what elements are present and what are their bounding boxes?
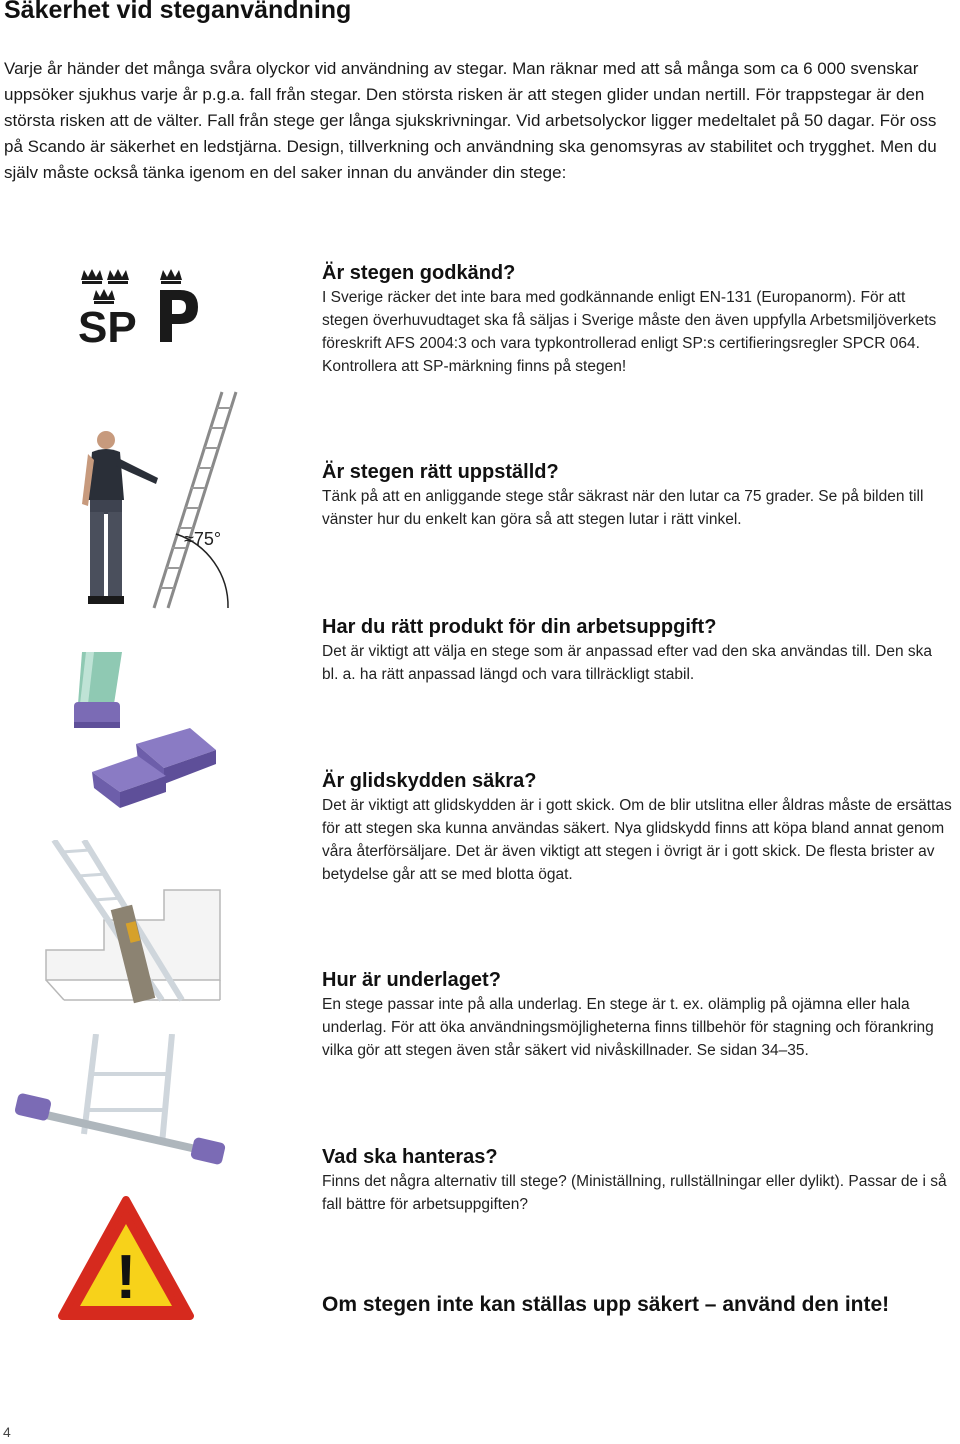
ladder-angle-illustration — [72, 388, 242, 610]
sp-logo — [72, 266, 212, 348]
section-heading: Är stegen rätt uppställd? — [322, 461, 559, 483]
section-heading: Är glidskydden säkra? — [322, 770, 537, 792]
section-approved — [322, 260, 952, 378]
section-heading: Är stegen godkänd? — [322, 262, 516, 284]
ladder-icon — [154, 392, 236, 608]
section-text: En stege passar inte på alla underlag. En stege är t. ex. olämplig på ojämna eller hala underlag. För att öka användningsmöjligheterna finns tillbehör för stagning och förankring vilka gör att stegen även står säkert vid nivåskillnader. Se sidan 34–35. — [322, 996, 934, 1059]
section-text: Finns det några alternativ till stege? (Ministällning, rullställningar eller dylikt). Passar de i så fall bättre för arbetsuppgiften? — [322, 1173, 947, 1213]
section-heading: Har du rätt produkt för din arbetsuppgift? — [322, 616, 717, 638]
section-heading: Vad ska hanteras? — [322, 1146, 498, 1168]
page-title: Säkerhet vid steganvändning — [4, 0, 352, 24]
ladder-feet-illustration — [66, 652, 226, 808]
section-text: Det är viktigt att välja en stege som är anpassad efter vad den ska användas till. Den ska bl. a. ha rätt anpassad längd och vara tillräckligt stabil. — [322, 643, 932, 683]
section-text: I Sverige räcker det inte bara med godkännande enligt EN-131 (Europanorm). För att stegen överhuvudtaget ska få säljas i Sverige måste den även uppfylla Arbetsmiljöverkets föreskrift AFS 2004:3 och vara typkontrollerad enligt SP:s certifieringsregler SPCR 064. Kontrollera att SP-märkning finns på stegen! — [322, 289, 937, 375]
section-right-product — [322, 614, 952, 686]
final-warning: Om stegen inte kan ställas upp säkert – använd den inte! — [322, 1293, 890, 1316]
crown-icon — [81, 269, 129, 304]
ladder-on-stairs-illustration — [44, 840, 226, 1006]
person-icon — [82, 431, 158, 604]
section-text: Tänk på att en anliggande stege står säkrast när den lutar ca 75 grader. Se på bilden till vänster hur du enkelt kan göra så att stegen lutar i rätt vinkel. — [322, 488, 924, 528]
section-text: Det är viktigt att glidskydden är i gott skick. Om de blir utslitna eller åldras måste de ersättas för att stegen ska kunna användas säkert. Nya glidskydd finns att köpa bland annat genom våra återförsäljare. Det är även viktigt att stegen i övrigt är i gott skick. De flesta brister av betydelse går att se med blotta ögat. — [322, 797, 952, 883]
section-surface — [322, 967, 952, 1062]
warning-triangle-icon — [56, 1194, 196, 1322]
section-heading: Hur är underlaget? — [322, 969, 501, 991]
section-glide-protection — [322, 768, 952, 886]
section-setup — [322, 459, 952, 531]
angle-label: ≈75° — [184, 529, 222, 549]
ladder-foot-icon — [74, 652, 122, 728]
stabilizer-bar-icon — [14, 1092, 226, 1165]
intro-text: Varje år händer det många svåra olyckor vid användning av stegar. Man räknar med att så många som ca 6 000 svenskar uppsöker sjukhus varje år p.g.a. fall från stegar. Den största risken är att stegen glider undan nertill. För trappstegar är den största risken att de välter. Fall från stege ger långa sjukskrivningar. Vid arbetsolyckor ligger medeltalet på 50 dagar. För oss på Scando är säkerhet en ledstjärna. Design, tillverkning och användning ska genomsyras av stabilitet och trygghet. Men du själv måste också tänka igenom en del saker innan du använder din stege: — [4, 59, 937, 182]
warning-symbol: ! — [115, 1243, 137, 1312]
section-alternatives — [322, 1144, 952, 1216]
page-number: 4 — [3, 1424, 11, 1440]
sp-text: SP — [78, 303, 137, 348]
p-certification-icon — [160, 269, 198, 342]
stabilizer-bar-illustration — [12, 1034, 226, 1166]
